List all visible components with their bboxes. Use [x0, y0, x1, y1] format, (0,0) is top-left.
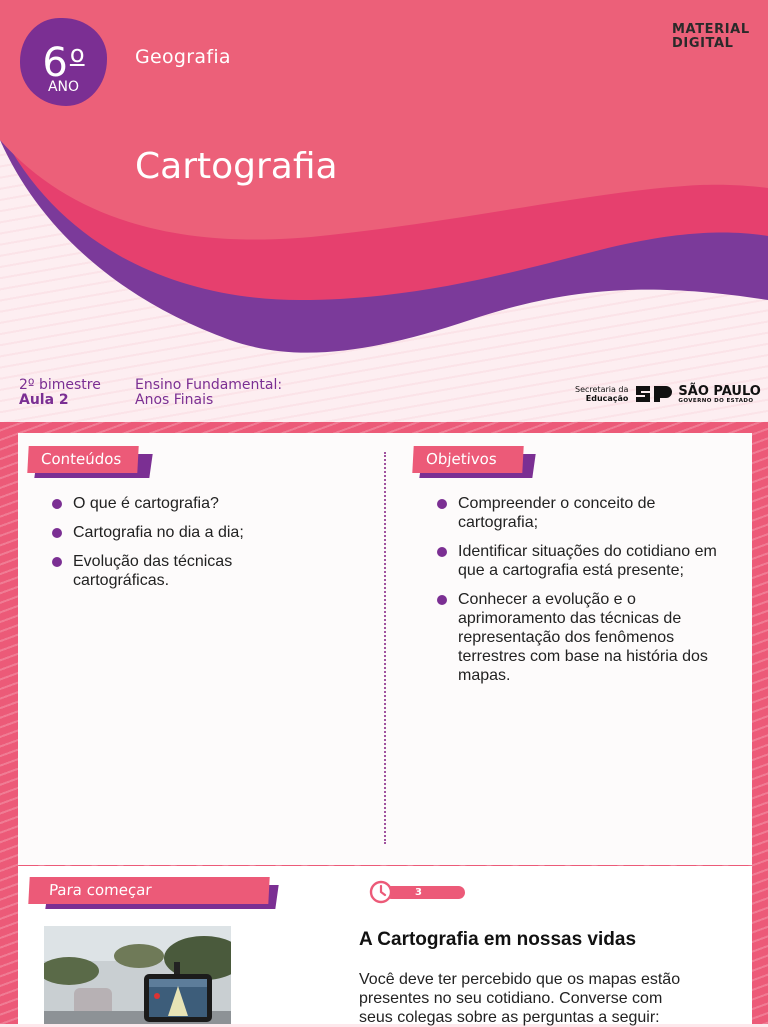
bimester-label: 2º bimestre	[19, 377, 101, 393]
brand-line-1: MATERIAL	[672, 22, 750, 37]
grade-number: 6	[42, 40, 68, 86]
list-item: O que é cartografia?	[52, 494, 352, 513]
lesson-label: Aula 2	[19, 392, 69, 408]
clock-icon	[369, 880, 393, 904]
list-item: Conhecer a evolução e o aprimoramento das técnicas de representação dos fenômenos terrestres com base na história dos mapas.	[437, 590, 720, 685]
para-comecar-label: Para começar	[28, 877, 269, 904]
gps-car-photo	[44, 926, 231, 1024]
column-divider	[384, 452, 386, 844]
level-line-1: Ensino Fundamental:	[135, 377, 283, 393]
grade-badge	[20, 18, 107, 106]
brand-line-2: DIGITAL	[672, 36, 734, 51]
lesson-info	[19, 378, 101, 408]
timer	[369, 880, 465, 911]
section-body: Você deve ter percebido que os mapas estão presentes no seu cotidiano. Converse com seus colegas sobre as perguntas a seguir:	[359, 971, 681, 1026]
material-digital-logo	[672, 23, 750, 51]
level-line-2: Anos Finais	[135, 392, 214, 408]
objetivos-label: Objetivos	[412, 446, 523, 473]
level-info	[135, 378, 282, 408]
secretaria-line-2: Educação	[585, 394, 629, 403]
objetivos-list	[437, 494, 717, 695]
state-name: SÃO PAULO	[678, 383, 761, 399]
list-item: Identificar situações do cotidiano em que a cartografia está presente;	[437, 542, 718, 580]
list-item: Compreender o conceito de cartografia;	[437, 494, 673, 532]
sao-paulo-logo	[575, 381, 761, 407]
section-title: A Cartografia em nossas vidas	[359, 929, 637, 950]
timer-label: 3 minutos	[385, 886, 465, 899]
grade-label: ANO	[47, 79, 80, 95]
sp-emblem-icon	[634, 383, 672, 405]
list-item: Cartografia no dia a dia;	[52, 523, 352, 542]
state-sub: GOVERNO DO ESTADO	[678, 397, 754, 404]
secretaria-text	[575, 385, 628, 403]
list-item: Evolução das técnicas cartográficas.	[52, 552, 248, 590]
subject-label: Geografia	[135, 46, 231, 68]
hero-banner-shape	[0, 0, 768, 360]
page-title: Cartografia	[135, 146, 338, 187]
conteudos-label: Conteúdos	[27, 446, 138, 473]
conteudos-list	[52, 494, 352, 600]
grade-suffix: o	[69, 40, 85, 68]
state-text	[678, 385, 760, 404]
secretaria-line-1: Secretaria da	[575, 385, 629, 394]
